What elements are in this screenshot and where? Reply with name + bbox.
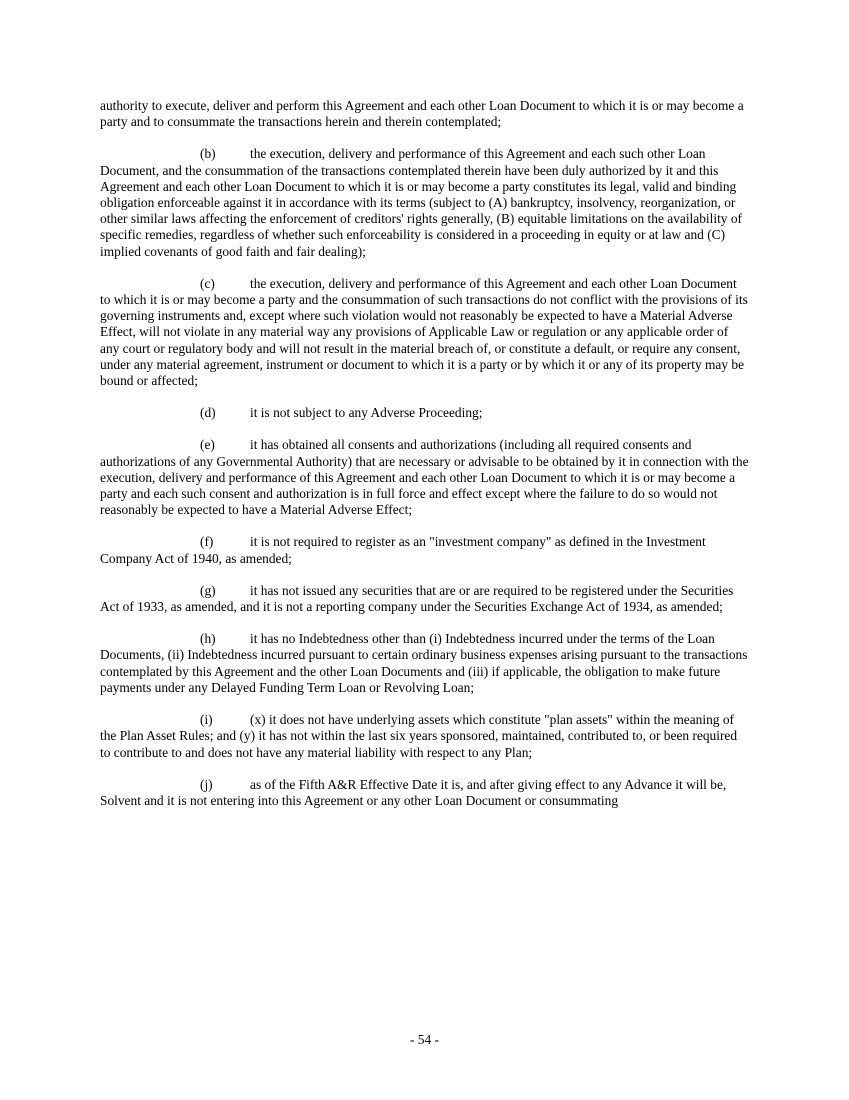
clause-f [100,534,750,566]
clause-text: (x) it does not have underlying assets which constitute "plan assets" within the meaning of the Plan Asset Rules; and (y) it has not within the last six years sponsored, maintained, contributed to, or been required to contribute to and does not have any material liability with respect to any Plan; [100,712,738,760]
clause-label: (c) [200,275,215,291]
clause-label: (e) [200,437,215,453]
intro-paragraph: authority to execute, deliver and perform this Agreement and each other Loan Document to which it is or may become a party and to consummate the transactions herein and therein contemplated; [100,98,744,130]
clause-label: (h) [200,631,216,647]
clause-label: (f) [200,534,214,550]
clause-text: it has no Indebtedness other than (i) Indebtedness incurred under the terms of the Loan Documents, (ii) Indebtedness incurred pursuant to certain ordinary business expenses arising pursuant to the transactions contemplated by this Agreement and the other Loan Documents and (iii) if applicable, the obligation to make future payments under any Delayed Funding Term Loan or Revolving Loan; [100,631,748,695]
clause-label: (d) [200,405,216,421]
clause-label: (g) [200,582,216,598]
clause-label: (j) [200,776,213,792]
document-body [100,98,750,825]
clause-h [100,631,750,696]
clause-label: (i) [200,712,213,728]
clause-b [100,146,750,259]
clause-g [100,583,750,615]
clause-e [100,437,750,518]
clause-label: (b) [200,146,216,162]
clause-text: the execution, delivery and performance of this Agreement and each such other Loan Document, and the consummation of the transactions contemplated therein have been duly authorized by it and this Agreement and each other Loan Document to which it is or may become a party constitutes its legal, valid and binding obligation enforceable against it in accordance with its terms (subject to (A) bankruptcy, insolvency, reorganization, or other similar laws affecting the enforcement of creditors' rights generally, (B) equitable limitations on the availability of specific remedies, regardless of whether such enforceability is considered in a proceeding in equity or at law and (C) implied covenants of good faith and fair dealing); [100,146,742,259]
clause-text: as of the Fifth A&R Effective Date it is, and after giving effect to any Advance it will be, Solvent and it is not entering into this Agreement or any other Loan Document or consummating [100,776,727,808]
clause-text: it is not required to register as an "investment company" as defined in the Investment Company Act of 1940, as amended; [100,534,706,566]
clause-text: it has not issued any securities that are or are required to be registered under the Securities Act of 1933, as amended, and it is not a reporting company under the Securities Exchange Act of 1934, as amended; [100,582,734,615]
clause-j [100,777,750,809]
clause-d [100,405,750,421]
clause-i [100,712,750,761]
clause-text: it is not subject to any Adverse Proceeding; [250,405,483,421]
clause-text: the execution, delivery and performance of this Agreement and each other Loan Document to which it is or may become a party and the consummation of such transactions do not conflict with the provisions of its governing instruments and, except where such violation would not reasonably be expected to have a Material Adverse Effect, will not violate in any material way any provisions of Applicable Law or regulation or any applicable order of any court or regulatory body and will not result in the material breach of, or constitute a default, or require any consent, under any material agreement, instrument or document to which it is a party or by which it or any of its property may be bound or affected; [100,275,748,389]
clause-text: it has obtained all consents and authorizations (including all required consents and authorizations of any Governmental Authority) that are necessary or advisable to be obtained by it in connection with the execution, delivery and performance of this Agreement and each other Loan Document to which it is or may become a party and each such consent and authorization is in full force and effect except where the failure to do so would not reasonably be expected to have a Material Adverse Effect; [100,437,749,518]
clause-c [100,276,750,389]
page-number: - 54 - [409,1032,439,1047]
